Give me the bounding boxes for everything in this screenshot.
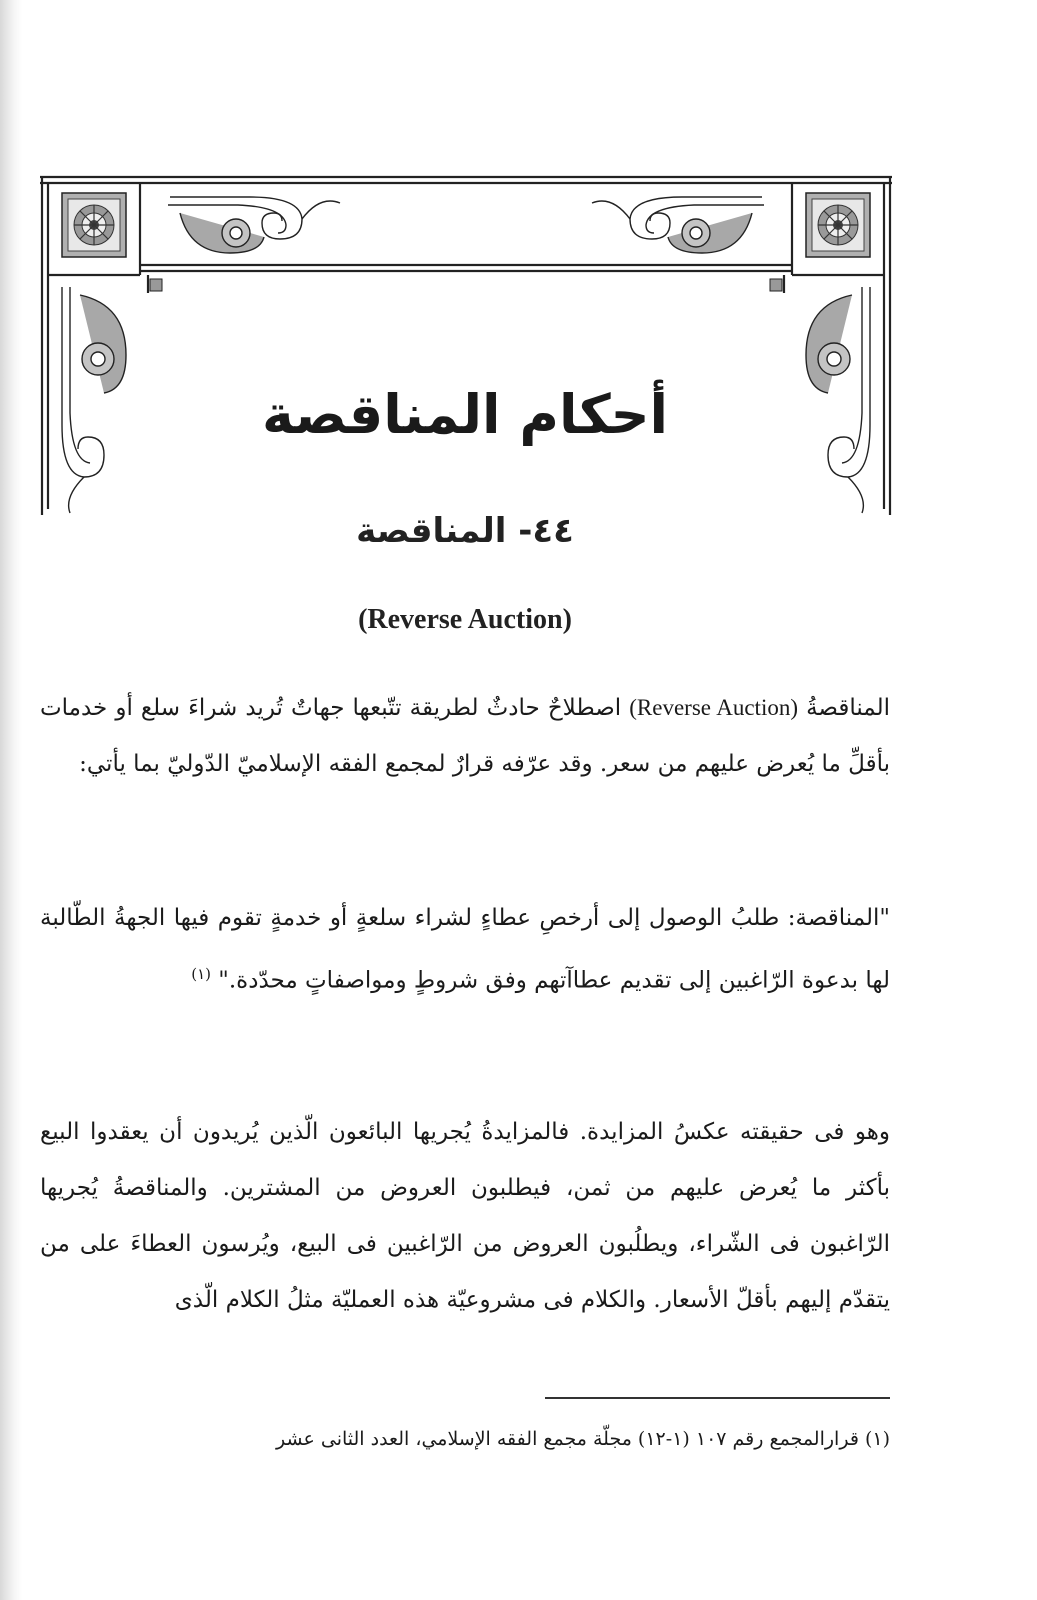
ornamental-frame <box>40 175 892 517</box>
ornamental-frame-svg <box>40 175 892 517</box>
paragraph-term-english: (Reverse Auction) <box>629 695 798 720</box>
scroll-ornament-top-left <box>168 197 340 253</box>
scroll-ornament-right <box>806 287 870 513</box>
section-heading: ٤٤- المناقصة <box>356 511 574 551</box>
footnote-1: (١) قرارالمجمع رقم ١٠٧ (١-١٢) مجلّة مجمع الفقه الإسلامي، العدد الثانى عشر <box>276 1428 890 1450</box>
rosette-top-left <box>62 193 126 257</box>
paragraph-quotation <box>40 890 890 1009</box>
paragraph-definition-text: اصطلاحٌ حادثٌ لطريقة تتّبعها جهاتٌ تُريد شراءَ سلع أو خدمات بأقلِّ ما يُعرض عليهم من سعر. وقد عرّفه قرارٌ لمجمع الفقه الإسلاميّ الدّوليّ بما يأتي: <box>40 695 890 777</box>
rosette-top-right <box>806 193 870 257</box>
scroll-ornament-top-right <box>592 197 764 253</box>
quotation-text: "المناقصة: طلبُ الوصول إلى أرخصِ عطاءٍ لشراء سلعةٍ أو خدمةٍ تقوم فيها الجهةُ الطّالبة لها بدعوة الرّاغبين إلى تقديم عطاآتهم وفق شروطٍ ومواصفاتٍ محدّدة." <box>40 905 890 994</box>
paragraph-definition <box>40 680 890 792</box>
paragraph-explanation: وهو فى حقيقته عكسُ المزايدة. فالمزايدةُ يُجريها البائعون الّذين يُريدون أن يعقدوا البيع بأكثر ما يُعرض عليهم من ثمن، فيطلبون العروض من المشترين. والمناقصةُ يُجريها الرّاغبون فى الشّراء، ويطلُبون العروض من الرّاغبين فى البيع، ويُرسون العطاءَ على من يتقدّم إليهم بأقلّ الأسعار. والكلام فى مشروعيّة هذه العمليّة مثلُ الكلام الّذى <box>40 1119 890 1313</box>
paragraph-term-arabic: المناقصةُ <box>806 695 890 721</box>
chapter-title: أحكام المناقصة <box>261 383 669 446</box>
scroll-ornament-left <box>62 287 126 513</box>
english-term-heading: (Reverse Auction) <box>358 604 572 635</box>
page-gutter-shadow <box>0 0 22 1600</box>
footnote-separator <box>545 1397 890 1399</box>
footnote-marker: (١) <box>191 965 211 983</box>
